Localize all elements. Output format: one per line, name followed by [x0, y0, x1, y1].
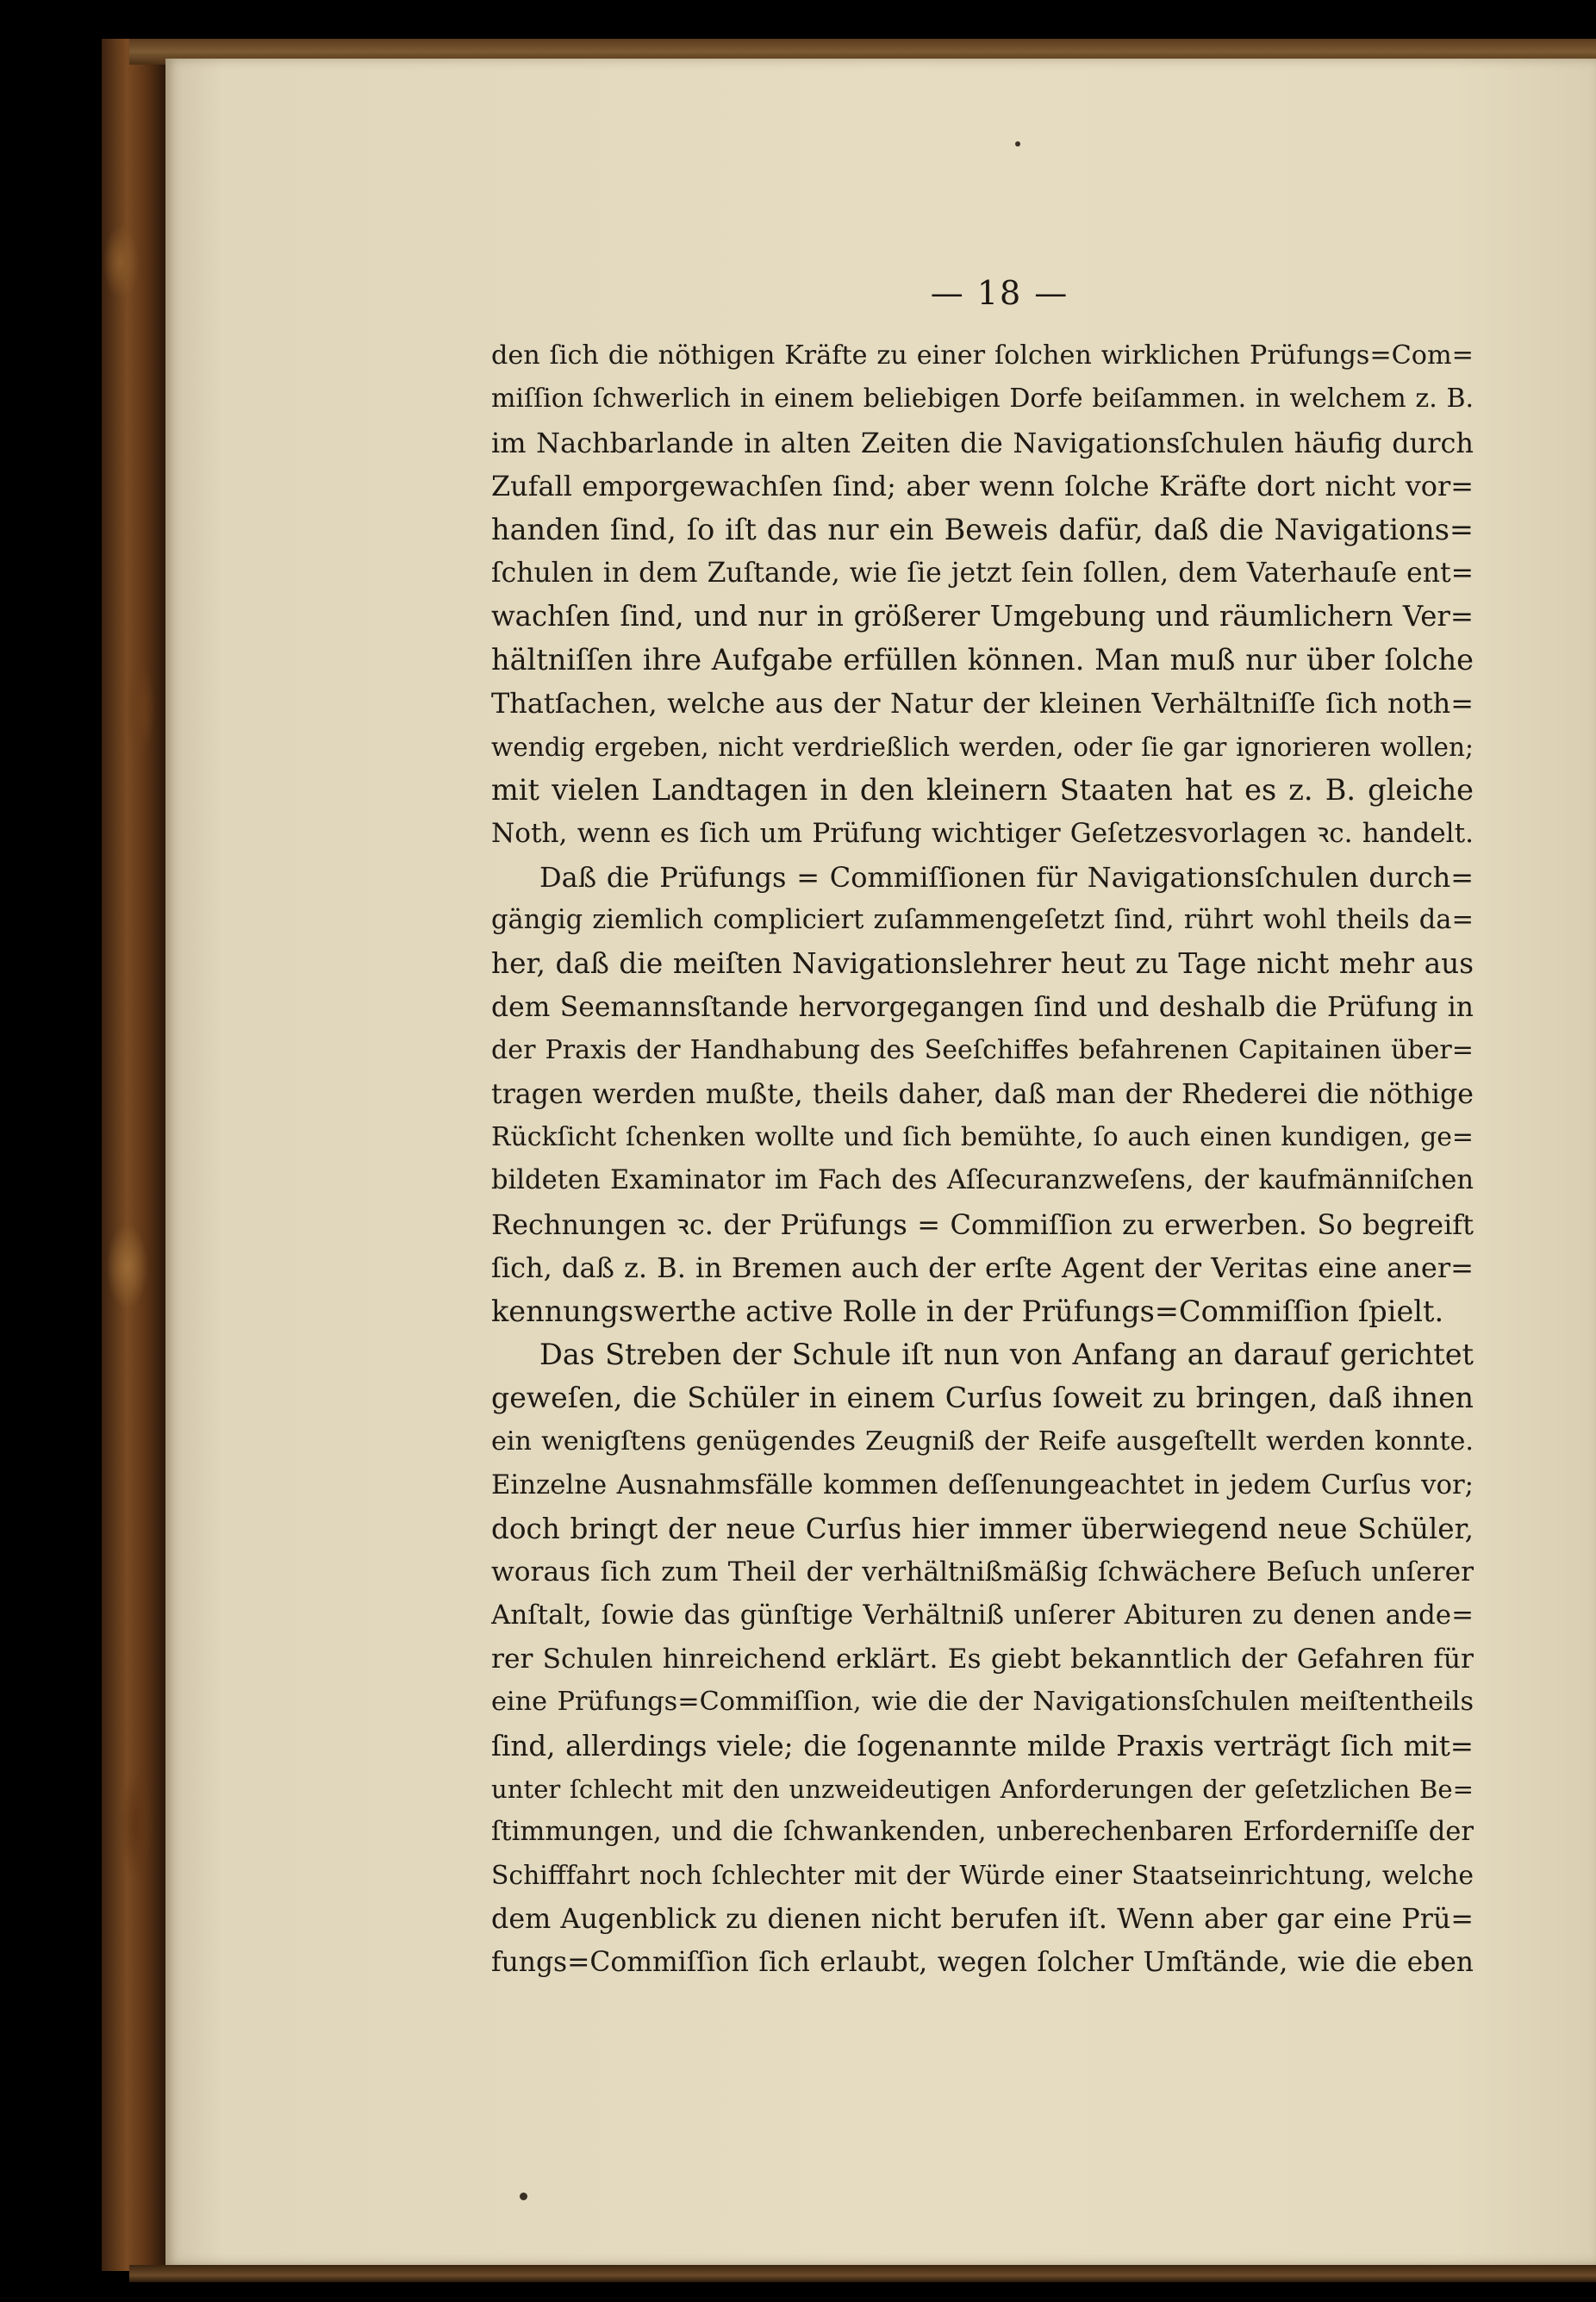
text-line: Daß die Prüfungs = Commiſſionen für Navigationsſchulen durch= — [539, 860, 1474, 894]
text-line: ſind, allerdings viele; die ſogenannte milde Praxis verträgt ſich mit= — [491, 1729, 1474, 1762]
text-line: doch bringt der neue Curſus hier immer überwiegend neue Schüler, — [491, 1512, 1474, 1545]
text-line: wendig ergeben, nicht verdrießlich werden, oder ſie gar ignorieren wollen; — [491, 732, 1474, 762]
text-line: Thatſachen, welche aus der Natur der kleinen Verhältniſſe ſich noth= — [491, 687, 1474, 721]
text-line: wachſen ſind, und nur in größerer Umgebung und räumlichern Ver= — [491, 600, 1474, 633]
text-line: Rückſicht ſchenken wollte und ſich bemühte, ſo auch einen kundigen, ge= — [491, 1122, 1474, 1153]
text-line: woraus ſich zum Theil der verhältnißmäßig ſchwächere Beſuch unſerer — [491, 1556, 1474, 1588]
text-line: Rechnungen ꝛc. der Prüfungs = Commiſſion zu erwerben. So begreift — [491, 1207, 1474, 1241]
text-line: im Nachbarlande in alten Zeiten die Navigationsſchulen häufig durch — [491, 426, 1474, 459]
text-line: her, daß die meiſten Navigationslehrer heut zu Tage nicht mehr aus — [491, 947, 1474, 981]
text-line: fungs=Commiſſion ſich erlaubt, wegen ſolcher Umſtände, wie die eben — [491, 1947, 1474, 1979]
text-line: miſſion ſchwerlich in einem beliebigen Dorfe beiſammen. in welchem z. B. — [491, 384, 1474, 415]
text-line: ſich, daß z. B. in Bremen auch der erſte Agent der Veritas eine aner= — [491, 1251, 1474, 1285]
text-line: mit vielen Landtagen in den kleinern Staaten hat es z. B. gleiche — [491, 772, 1474, 807]
text-line: Schifffahrt noch ſchlechter mit der Würde einer Staatseinrichtung, welche — [491, 1860, 1474, 1891]
paper-speck — [520, 2193, 527, 2200]
text-line: dem Seemannsſtande hervorgegangen ſind und deshalb die Prüfung in — [491, 991, 1474, 1023]
paper-speck — [1015, 141, 1020, 147]
text-line: gängig ziemlich compliciert zuſammengeſetzt ſind, rührt wohl theils da= — [491, 905, 1474, 936]
text-line: ſtimmungen, und die ſchwankenden, unberechenbaren Erforderniſſe der — [491, 1817, 1474, 1848]
text-line: tragen werden mußte, theils daher, daß man der Rhederei die nöthige — [491, 1078, 1474, 1110]
text-line: handen ſind, ſo iſt das nur ein Beweis dafür, daß die Navigations= — [491, 512, 1474, 546]
text-line: Einzelne Ausnahmsfälle kommen deſſenungeachtet in jedem Curſus vor; — [491, 1469, 1474, 1501]
book-bottom-edge — [129, 2265, 1596, 2282]
text-line: Noth, wenn es ſich um Prüfung wichtiger Geſetzesvorlagen ꝛc. handelt. — [491, 818, 1474, 850]
marbled-binding — [102, 39, 165, 2271]
text-line: Das Streben der Schule iſt nun von Anfang an darauf gerichtet — [539, 1337, 1474, 1371]
text-line: geweſen, die Schüler in einem Curſus ſoweit zu bringen, daß ihnen — [491, 1381, 1474, 1415]
text-line: unter ſchlecht mit den unzweideutigen Anforderungen der geſetzlichen Be= — [491, 1774, 1474, 1804]
text-line: den ſich die nöthigen Kräfte zu einer ſolchen wirklichen Prüfungs=Com= — [491, 340, 1474, 371]
text-line: dem Augenblick zu dienen nicht berufen iſt. Wenn aber gar eine Prü= — [491, 1904, 1474, 1936]
text-line: kennungswerthe active Rolle in der Prüfungs=Commiſſion ſpielt. — [491, 1294, 1444, 1328]
text-line: eine Prüfungs=Commiſſion, wie die der Navigationsſchulen meiſtentheils — [491, 1687, 1474, 1718]
body-text — [491, 334, 1474, 1985]
text-line: ein wenigſtens genügendes Zeugniß der Reife ausgeſtellt werden konnte. — [491, 1425, 1474, 1457]
text-line: hältniſſen ihre Aufgabe erfüllen können. Man muß nur über ſolche — [491, 642, 1474, 677]
text-line: der Praxis der Handhabung des Seeſchiffes befahrenen Capitainen über= — [491, 1035, 1474, 1066]
text-line: Anſtalt, ſowie das günſtige Verhältniß unſerer Abituren zu denen ande= — [491, 1600, 1474, 1631]
text-line: rer Schulen hinreichend erklärt. Es giebt bekanntlich der Gefahren für — [491, 1643, 1474, 1675]
text-line: ſchulen in dem Zuſtande, wie ſie jetzt ſein ſollen, dem Vaterhauſe ent= — [491, 557, 1474, 589]
page-number: — 18 — — [930, 274, 1069, 312]
text-line: Zufall emporgewachſen ſind; aber wenn ſolche Kräfte dort nicht vor= — [491, 470, 1474, 503]
text-line: bildeten Examinator im Fach des Aſſecuranzweſens, der kaufmänniſchen — [491, 1165, 1474, 1196]
